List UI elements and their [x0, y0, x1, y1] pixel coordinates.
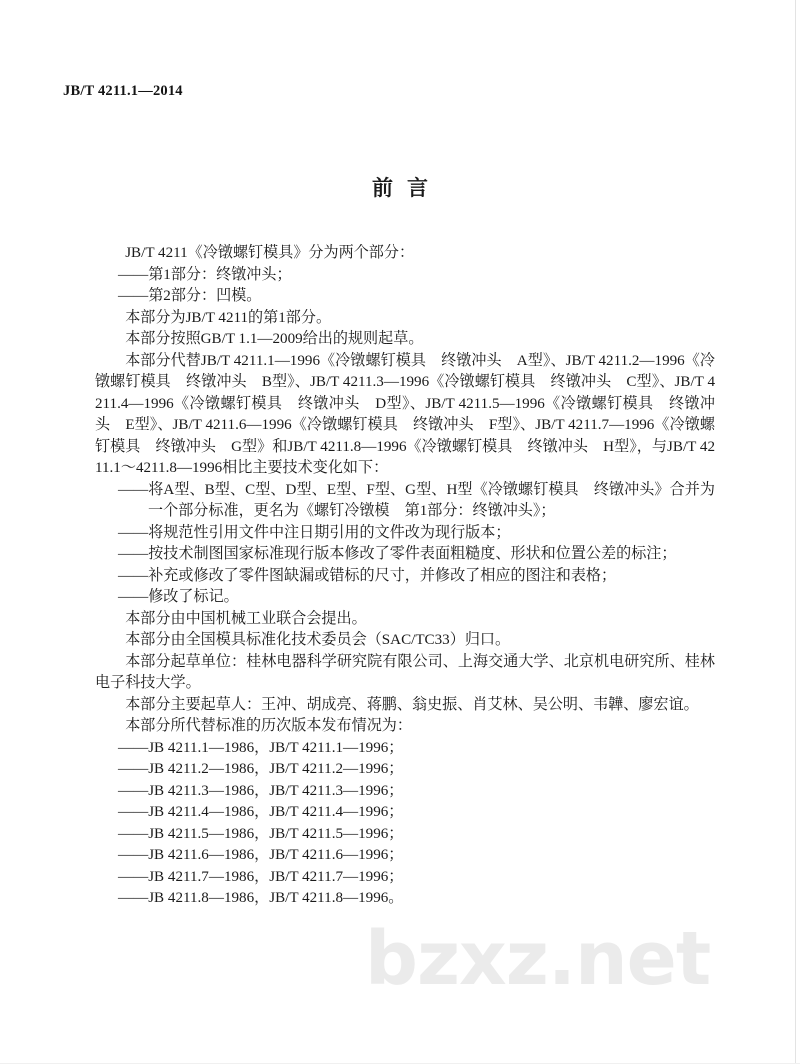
drafting-rule-statement: 本部分按照GB/T 1.1—2009给出的规则起草。	[125, 331, 424, 347]
history-item-6: ——JB 4211.6—1986，JB/T 4211.6—1996；	[118, 847, 404, 863]
this-part-statement: 本部分为JB/T 4211的第1部分。	[125, 309, 332, 326]
replaced-standards-statement: 本部分代替JB/T 4211.1—1996《冷镦螺钉模具 终镦冲头 A型》、JB/T 4211.2—1996《冷镦螺钉模具 终镦冲头 B型》、JB/T 4211.3—1996《冷镦螺钉模具 终镦冲头 C型》、JB/T 4211.4—1996《冷镦螺钉模具 终镦冲头 D型》、JB/T 4211.5—1996《冷镦螺钉模具 终镦冲头 E型》、JB/T 4211.6—1996《冷镦螺钉模具 终镦冲头 F型》、JB/T 4211.7—1996《冷镦螺钉模具 终镦冲头 G型》和JB/T 4211.8—1996《冷镦螺钉模具 终镦冲头 H型》，与JB/T 4211.1～4211.8—1996相比主要技术变化如下：	[95, 352, 715, 476]
change-item-5: ——修改了标记。	[118, 589, 239, 605]
history-item-4: ——JB 4211.4—1986，JB/T 4211.4—1996；	[118, 804, 404, 820]
history-item-7: ——JB 4211.7—1986，JB/T 4211.7—1996；	[118, 868, 404, 885]
history-item-3: ——JB 4211.3—1986，JB/T 4211.3—1996；	[118, 782, 404, 799]
part-list-item-1: ——第1部分：终镦冲头；	[118, 266, 292, 283]
history-item-1: ——JB 4211.1—1986，JB/T 4211.1—1996；	[118, 739, 404, 756]
history-intro-statement: 本部分所代替标准的历次版本发布情况为：	[125, 718, 412, 734]
page-edge-line-right	[795, 0, 796, 1064]
change-item-4: ——补充或修改了零件图缺漏或错标的尺寸，并修改了相应的图注和表格；	[118, 567, 617, 584]
page-title: 前言	[372, 176, 442, 200]
part-list-item-2: ——第2部分：凹模。	[118, 288, 262, 304]
proposed-by-statement: 本部分由中国机械工业联合会提出。	[125, 610, 367, 627]
watermark-text: bzxz.net	[365, 916, 711, 1002]
administered-by-statement: 本部分由全国模具标准化技术委员会（SAC/TC33）归口。	[125, 632, 511, 648]
change-item-3: ——按技术制图国家标准现行版本修改了零件表面粗糙度、形状和位置公差的标注；	[118, 546, 677, 562]
change-item-2: ——将规范性引用文件中注日期引用的文件改为现行版本；	[118, 524, 511, 541]
foreword-intro: JB/T 4211《冷镦螺钉模具》分为两个部分：	[125, 245, 415, 261]
drafting-organizations-statement: 本部分起草单位：桂林电器科学研究院有限公司、上海交通大学、北京机电研究所、桂林电子科技大学。	[95, 653, 715, 691]
foreword-body	[95, 243, 715, 910]
history-item-5: ——JB 4211.5—1986，JB/T 4211.5—1996；	[118, 825, 404, 842]
history-item-2: ——JB 4211.2—1986，JB/T 4211.2—1996；	[118, 761, 404, 777]
history-item-8: ——JB 4211.8—1986，JB/T 4211.8—1996。	[118, 890, 404, 906]
main-drafters-statement: 本部分主要起草人：王冲、胡成亮、蒋鹏、翁史振、肖艾林、吴公明、韦韡、廖宏谊。	[125, 696, 699, 713]
change-item-1: ——将A型、B型、C型、D型、E型、F型、G型、H型《冷镦螺钉模具 终镦冲头》合并为一个部分标准，更名为《螺钉冷镦模 第1部分：终镦冲头》；	[118, 481, 715, 519]
running-header-standard-number: JB/T 4211.1—2014	[63, 83, 183, 99]
